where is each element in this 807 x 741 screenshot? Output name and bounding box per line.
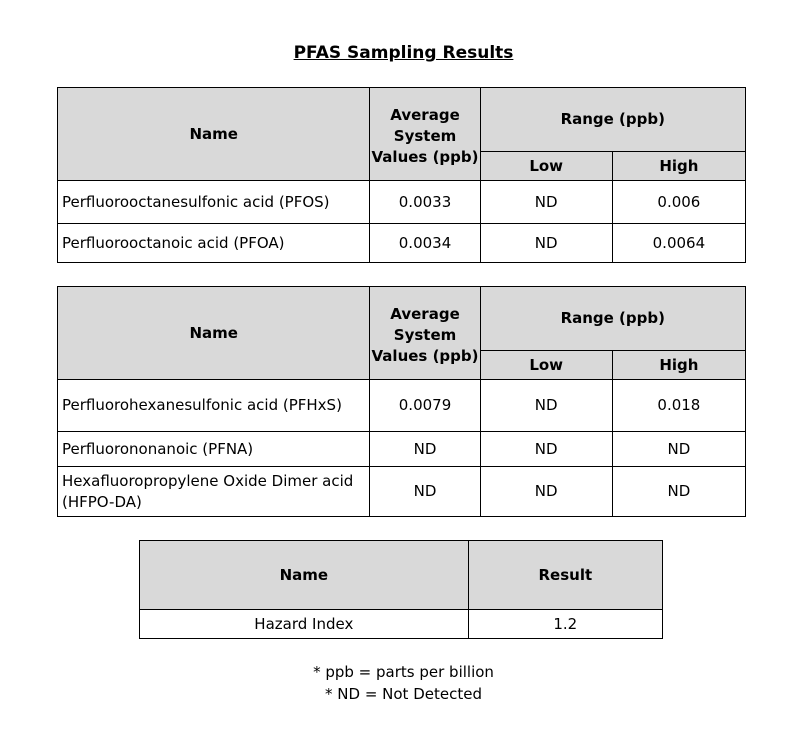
row-name: Perfluorooctanoic acid (PFOA) (58, 224, 370, 263)
row-high: 0.0064 (612, 224, 745, 263)
table-row (58, 380, 746, 432)
row-low: ND (480, 432, 612, 467)
row-high: ND (612, 432, 745, 467)
header-range: Range (ppb) (480, 287, 745, 351)
page-title: PFAS Sampling Results (293, 43, 514, 63)
footnotes (0, 661, 807, 705)
header-name: Name (58, 287, 370, 380)
row-low: ND (480, 467, 612, 517)
hazard-index-table (139, 540, 663, 639)
header-name: Name (58, 88, 370, 181)
table-row (58, 467, 746, 517)
header-low: Low (480, 351, 612, 380)
table-row (58, 224, 746, 263)
pfas-results-table-2 (57, 286, 746, 517)
row-name: Perfluorononanoic (PFNA) (58, 432, 370, 467)
row-average: 0.0034 (370, 224, 480, 263)
table-row (58, 432, 746, 467)
row-average: ND (370, 467, 480, 517)
header-high: High (612, 152, 745, 181)
row-average: 0.0033 (370, 181, 480, 224)
row-result: 1.2 (468, 610, 662, 639)
header-result: Result (468, 541, 662, 610)
table-row (140, 610, 663, 639)
row-high: 0.006 (612, 181, 745, 224)
row-high: 0.018 (612, 380, 745, 432)
row-name: Hexafluoropropylene Oxide Dimer acid (HFPO-DA) (58, 467, 370, 517)
header-low: Low (480, 152, 612, 181)
footnote-nd: * ND = Not Detected (325, 685, 482, 703)
row-name: Perfluorohexanesulfonic acid (PFHxS) (58, 380, 370, 432)
row-average: 0.0079 (370, 380, 480, 432)
row-low: ND (480, 380, 612, 432)
header-high: High (612, 351, 745, 380)
header-average: Average System Values (ppb) (370, 88, 480, 181)
row-average: ND (370, 432, 480, 467)
header-average: Average System Values (ppb) (370, 287, 480, 380)
row-name: Perfluorooctanesulfonic acid (PFOS) (58, 181, 370, 224)
row-high: ND (612, 467, 745, 517)
header-name: Name (140, 541, 469, 610)
header-range: Range (ppb) (480, 88, 745, 152)
row-low: ND (480, 224, 612, 263)
row-low: ND (480, 181, 612, 224)
pfas-results-table-1 (57, 87, 746, 263)
footnote-ppb: * ppb = parts per billion (313, 663, 494, 681)
row-name: Hazard Index (140, 610, 469, 639)
table-row (58, 181, 746, 224)
